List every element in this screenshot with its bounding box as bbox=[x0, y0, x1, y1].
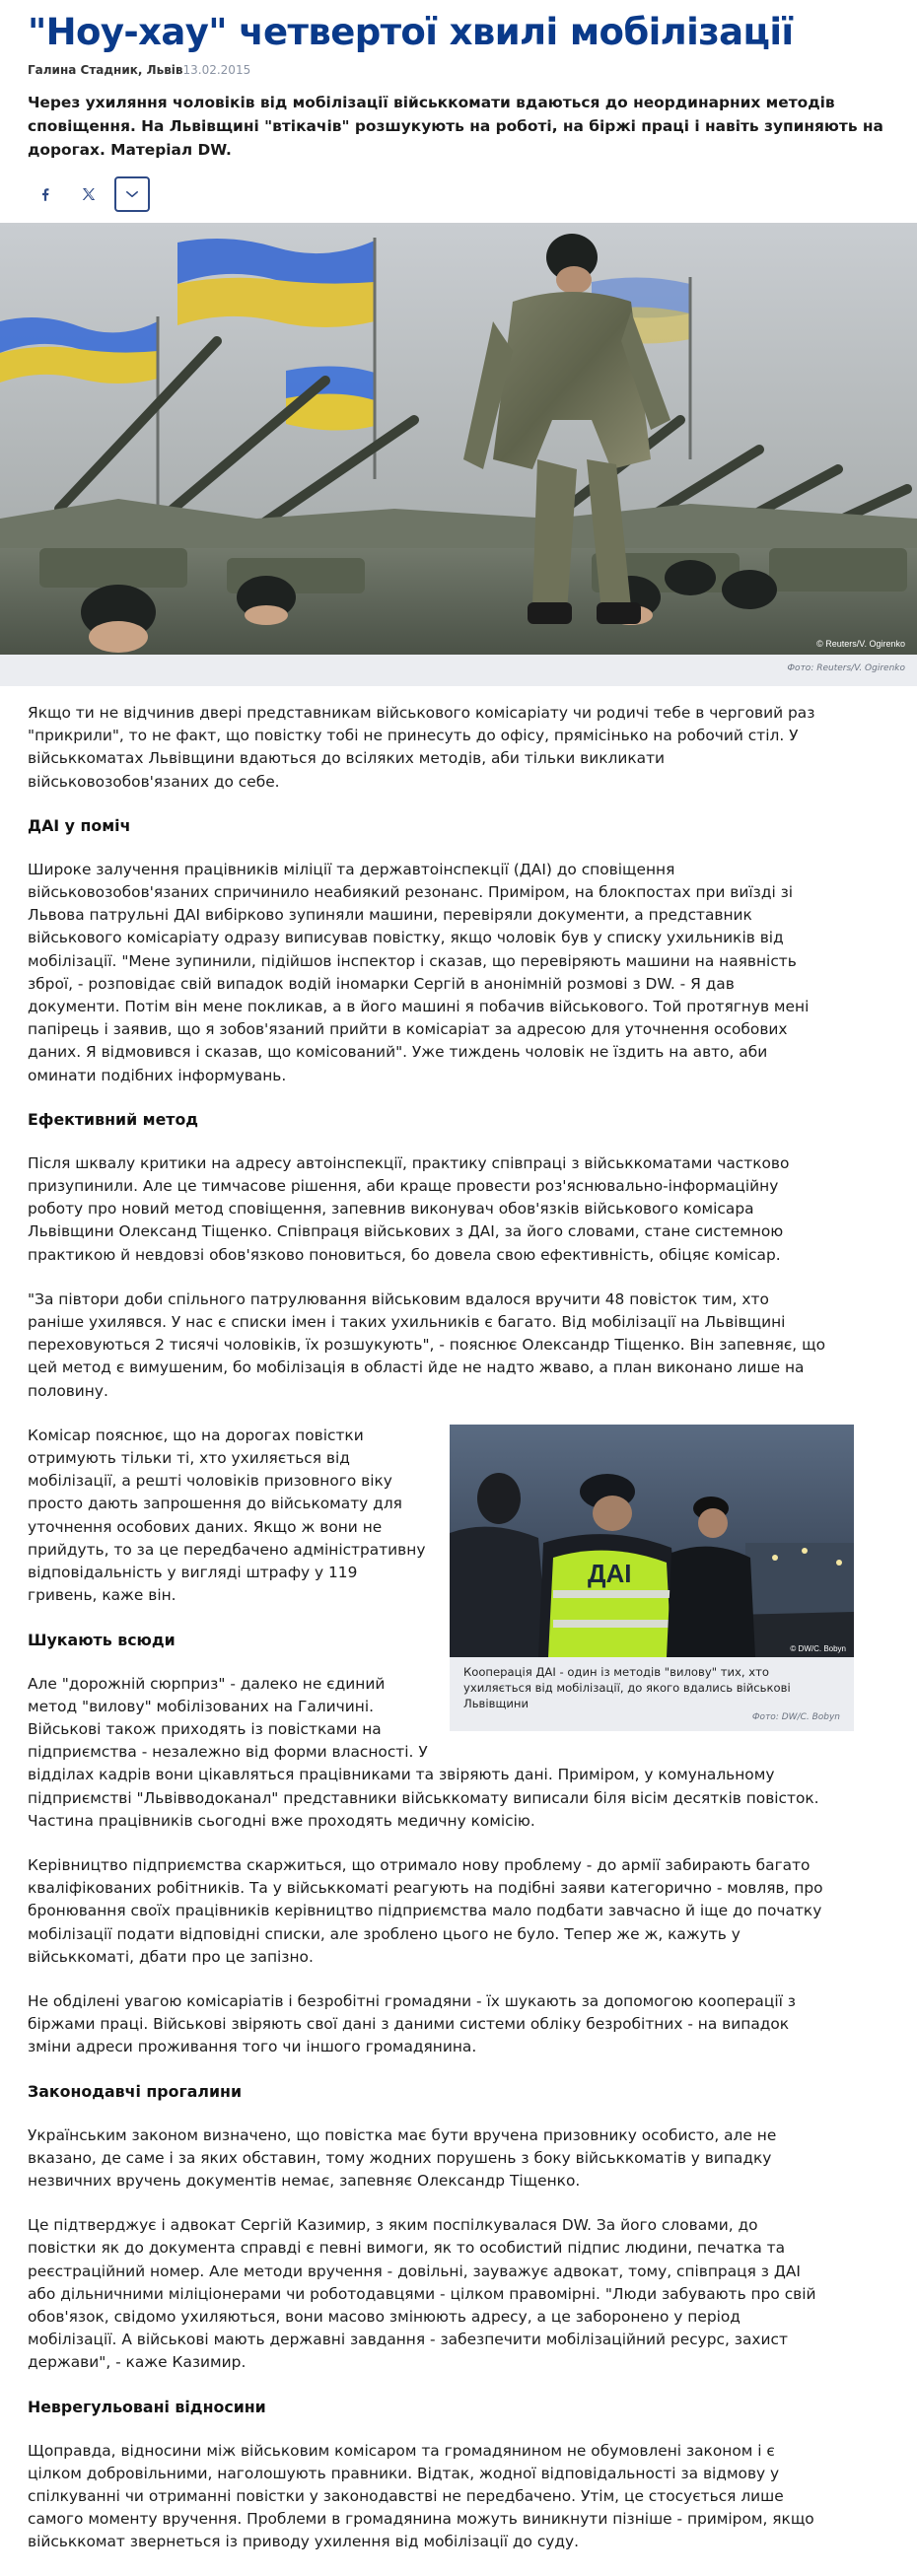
article-header bbox=[0, 0, 917, 213]
paragraph: Керівництво підприємства скаржиться, що отримало нову проблему - до армії забирають багато кваліфікованих робітників. Та у військкоматі реагують на подібні заяви категорично - мовляв, про бронювання своїх працівників керівництво підприємства мало подбати завчасно й іще до початку мобілізації подати відповідні списки, але зроблено цього не було. Тепер же ж, кажуть у військкоматі, дбати про це запізно. bbox=[28, 1855, 823, 1966]
hero-figure bbox=[0, 223, 917, 686]
section-heading: Неврегульовані відносини bbox=[28, 2397, 266, 2416]
share-facebook-button[interactable] bbox=[28, 176, 63, 212]
share-bar bbox=[28, 175, 889, 213]
paragraph: Щоправда, відносини між військовим комісаром та громадянином не обумовлені законом і є цілком добровільними, наголошують правники. Відтак, жодної відповідальності за відмову у спілкуванні чи отриманні повістки у законодавстві не передбачено. Утім, це стосується лише самого моменту вручення. Проблеми в громадянина можуть виникнути пізніше - приміром, якщо військкомат звернеться із приводу ухилення від мобілізації до суду. bbox=[28, 2441, 814, 2551]
byline bbox=[28, 61, 889, 79]
author-link[interactable]: Галина Стадник, Львів bbox=[28, 63, 183, 77]
hero-watermark: © Reuters/V. Ogirenko bbox=[816, 639, 905, 649]
paragraph: Комісар пояснює, що на дорогах повістки отримують тільки ті, хто ухиляється від мобілізації, а решті чоловіків призовного віку просто дають запрошення до військомату для уточнення особових даних. Якщо ж вони не прийдуть, то за це передбачено адміністративну відповідальність у вигляді штрафу у 119 гривень, каже він. bbox=[28, 1426, 426, 1605]
paragraph: Якщо ти не відчинив двері представникам військового комісаріату чи родичі тебе в черговий раз "прикрили", то не факт, що повістку тобі не принесуть до офісу, прямісінько на робочий стіл. У військкоматах Львівщини вдаються до всіляких методів, аби тільки викликати військовозобов'язаних до себе. bbox=[28, 704, 815, 791]
chevron-down-icon bbox=[123, 185, 141, 203]
side-image[interactable] bbox=[450, 1425, 854, 1657]
facebook-icon bbox=[36, 185, 54, 203]
hero-image[interactable] bbox=[0, 223, 917, 655]
paragraph: Не обділені увагою комісаріатів і безробітні громадяни - їх шукають за допомогою кооперації з біржами праці. Військові звіряють свої дані з даними системи обліку безробітних - на випадок зміни адреси проживання того чи іншого громадянина. bbox=[28, 1991, 796, 2056]
paragraph: "За півтори доби спільного патрулювання військовим вдалося вручити 48 повісток тим, хто раніше ухилявся. У нас є списки імен і таких ухильників є багато. Від мобілізації на Львівщині переховуються 2 тисячі чоловіків, їх розшукують", - пояснює Олександр Тіщенко. Він запевняє, що цей метод є вимушеним, бо мобілізація в області йде не надто жваво, а план виконано лише на половину. bbox=[28, 1289, 825, 1400]
share-x-button[interactable] bbox=[71, 176, 106, 212]
vest-text: ДАІ bbox=[588, 1558, 632, 1588]
x-icon bbox=[80, 185, 98, 203]
hero-caption: Фото: Reuters/V. Ogirenko bbox=[0, 655, 917, 686]
article-body bbox=[28, 702, 846, 2576]
paragraph: Це підтверджує і адвокат Сергій Казимир, з яким поспілкувалася DW. За його словами, до повістки як до документа справді є певні вимоги, як то особистий підпис людини, печатка та реєстраційний номер. Але методи вручення - довільні, зауважує адвокат, тому, співпраця з ДАІ або дільничними міліціонерами чи роботодавцями - цілком правомірні. "Люди забувають про свій обов'язок, свідомо ухиляються, вони масово змінюють адресу, а це заборонено у період мобілізації. А військові мають державні завдання - забезпечити мобілізаційний ресурс, захист держави", - каже Казимир. bbox=[28, 2216, 816, 2372]
paragraph: Українським законом визначено, що повістка має бути вручена призовнику особисто, але не вказано, де саме і за яких обставин, тому жодних порушень з боку військкоматів у випадку незвичних вручень документів немає, запевняє Олександр Тіщенко. bbox=[28, 2125, 777, 2190]
paragraph: Але "дорожній сюрприз" - далеко не єдиний метод "вилову" мобілізованих на Галичині. Військові також приходять із повістками на підприємства - незалежно від форми власності. У відділах кадрів вони цікавляться працівниками та звіряють дані. Приміром, у комунальному підприємстві "Львівводоканал" представники військкомату виписали біля вісім десятків повісток. Частина працівників сьогодні вже проходять медичну комісію. bbox=[28, 1674, 819, 1830]
section-heading: ДАІ у поміч bbox=[28, 815, 131, 835]
share-more-button[interactable] bbox=[114, 176, 150, 212]
paragraph: Після шквалу критики на адресу автоінспекції, практику співпраці з військкоматами частково призупинили. Але це тимчасове рішення, аби краще провести роз'яснювально-інформаційну роботу про новий метод сповіщення, запевнив виконувач обов'язків військового комісара Львівщини Олександ Тіщенко. Співпраця військових з ДАІ, за його словами, стане системною практикою й невдовзі обов'язково поновиться, бо довела свою ефективність, обіцяє комісар. bbox=[28, 1153, 790, 1264]
side-caption-text: Кооперація ДАІ - один із методів "вилову" тих, хто ухиляється від мобілізації, до якого вдались військові Львівщини bbox=[463, 1664, 791, 1710]
article-title: "Ноу-хау" четвертої хвилі мобілізації bbox=[28, 11, 794, 53]
side-figure bbox=[450, 1425, 854, 1731]
section-heading: Законодавчі прогалини bbox=[28, 2081, 243, 2101]
section-heading: Шукають всюди bbox=[28, 1630, 176, 1649]
side-watermark: © DW/C. Bobyn bbox=[790, 1643, 846, 1653]
section-heading: Ефективний метод bbox=[28, 1109, 199, 1129]
publish-date: 13.02.2015 bbox=[182, 63, 251, 77]
side-caption bbox=[450, 1657, 854, 1731]
article-lead: Через ухиляння чоловіків від мобілізації військкомати вдаються до неординарних методів сповіщення. На Львівщині "втікачів" розшукують на роботі, на біржі праці і навіть зупиняють на дорогах. Матеріал DW. bbox=[28, 94, 883, 159]
paragraph: Широке залучення працівників міліції та державтоінспекції (ДАІ) до сповіщення військовозобов'язаних спричинило неабиякий резонанс. Приміром, на блокпостах при виїзді зі Львова патрульні ДАІ вибірково зупиняли машини, перевіряли документи, а представник військового комісаріату одразу виписував повістку, якщо чоловік був у списку ухильників від мобілізації. "Мене зупинили, підійшов інспектор і сказав, що перевіряють машини на наявність зброї, - розповідає свій випадок водій іномарки Сергій в анонімній розмові з DW. - Я дав документи. Потім він мене покликав, а в його машині я побачив військового. Той протягнув мені папірець і заявив, що я зобов'язаний прийти в комісаріат за адресою для уточнення особових даних. Я відмовився і сказав, що комісований". Уже тиждень чоловік не їздить на авто, аби оминати подібних інформувань. bbox=[28, 860, 810, 1084]
side-credit: Фото: DW/C. Bobyn bbox=[751, 1711, 840, 1722]
